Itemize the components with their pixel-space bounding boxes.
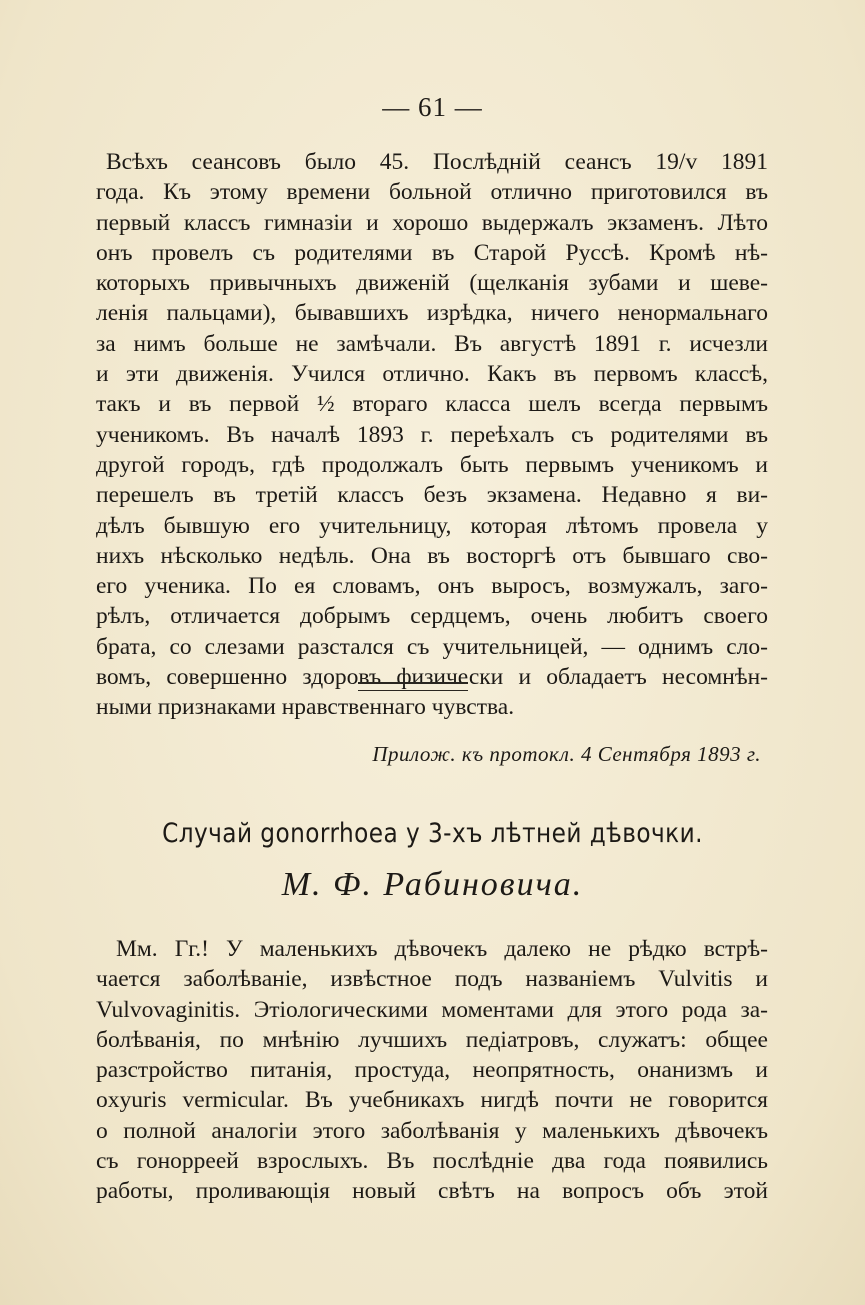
page-number: — 61 —: [382, 92, 483, 122]
text-line: которыхъ привычныхъ движенiй (щелканiя зубами и шеве-: [96, 270, 768, 297]
text-line: вомъ, совершенно здоровъ физически и обладаетъ несомнѣн-: [96, 664, 768, 691]
text-line: ными признаками нравственнаго чувства.: [96, 694, 515, 721]
section-divider: [358, 682, 468, 691]
text-line: работы, проливающiя новый свѣтъ на вопросъ объ этой: [96, 1178, 768, 1205]
appendix-note: Прилож. къ протокл. 4 Сентября 1893 г.: [372, 742, 761, 766]
text-line: ленiя пальцами), бывавшихъ изрѣдка, ничего ненормальнаго: [96, 300, 768, 327]
text-line: за нимъ больше не замѣчали. Въ августѣ 1891 г. исчезли: [96, 330, 768, 357]
text-line: о полной аналогiи этого заболѣванiя у маленькихъ дѣвочекъ: [96, 1117, 768, 1144]
text-line: Всѣхъ сеансовъ было 45. Послѣднiй сеансъ 19/v 1891: [106, 149, 768, 175]
text-line: разстройство питанiя, простуда, неопрятность, онанизмъ и: [96, 1057, 768, 1084]
paragraph-case-continuation: [96, 147, 768, 723]
article-author: М. Ф. Рабиновича.: [281, 866, 584, 903]
text-line: такъ и въ первой ½ втораго класса шелъ всегда первымъ: [96, 391, 768, 418]
paragraph-article-intro: [96, 934, 768, 1207]
text-line: дѣлъ бывшую его учительницу, которая лѣтомъ провела у: [96, 512, 768, 539]
text-line: Vulvovaginitis. Этiологическими моментами для этого рода за-: [96, 996, 768, 1023]
text-line: нихъ нѣсколько недѣль. Она въ восторгѣ отъ бывшаго сво-: [96, 542, 768, 569]
text-line: съ гонорреей взрослыхъ. Въ послѣднiе два года появились: [96, 1148, 768, 1175]
text-line: oxyuris vermicular. Въ учебникахъ нигдѣ почти не говорится: [96, 1087, 768, 1114]
text-line: и эти движенiя. Учился отлично. Какъ въ первомъ классѣ,: [96, 361, 768, 388]
text-line: ученикомъ. Въ началѣ 1893 г. переѣхалъ съ родителями въ: [96, 421, 768, 448]
text-line: брата, со слезами разстался съ учительницей, — однимъ сло-: [96, 633, 768, 660]
text-line: другой городъ, гдѣ продолжалъ быть первымъ ученикомъ и: [96, 451, 768, 478]
text-line: его ученика. По ея словамъ, онъ выросъ, возмужалъ, заго-: [96, 573, 768, 600]
article-title: Случай gonorrhoea у 3-хъ лѣтней дѣвочки.: [162, 818, 703, 849]
text-line: чается заболѣванiе, извѣстное подъ названiемъ Vulvitis и: [96, 966, 768, 993]
text-line: первый классъ гимназiи и хорошо выдержалъ экзаменъ. Лѣто: [96, 209, 768, 236]
text-line: рѣлъ, отличается добрымъ сердцемъ, очень любитъ своего: [96, 603, 768, 630]
text-line: года. Къ этому времени больной отлично приготовился въ: [96, 179, 768, 206]
text-line: Мм. Гг.! У маленькихъ дѣвочекъ далеко не рѣдко встрѣ-: [116, 936, 768, 962]
text-line: болѣванiя, по мнѣнiю лучшихъ педiатровъ, служатъ: общее: [96, 1026, 768, 1053]
text-line: перешелъ въ третiй классъ безъ экзамена. Недавно я ви-: [96, 482, 768, 509]
text-line: онъ провелъ съ родителями въ Старой Руссѣ. Кромѣ нѣ-: [96, 239, 768, 266]
